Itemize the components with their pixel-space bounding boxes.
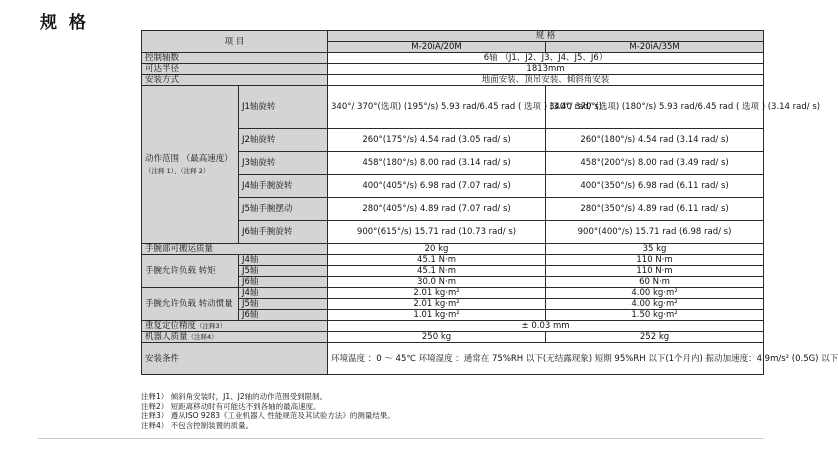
inertia-value-35m: 4.00 kg·m² [546,288,764,299]
motion-joint-label: J6轴手腕旋转 [239,221,328,244]
page-title: 规 格 [40,13,89,33]
row-label-mounting: 安装方式 [142,75,328,86]
motion-value-20m: 900°(615°/s) 15.71 rad (10.73 rad/ s) [328,221,546,244]
header-model-20m: M-20iA/20M [328,42,546,53]
motion-value-20m: 260°(175°/s) 4.54 rad (3.05 rad/ s) [328,129,546,152]
torque-value-35m: 110 N·m [546,266,764,277]
row-label-repeatability: 重复定位精度（注释3） [142,321,328,332]
environment-value: 环境温度 ：0 ～ 45℃ 环境湿度 ：通常在 75%RH 以下(无结露现象) 短期 95%RH 以下(1个月内) 振动加速度：4.9m/s² (0.5G) 以下 [328,343,764,375]
inertia-value-20m: 2.01 kg·m² [328,299,546,310]
motion-joint-label: J3轴旋转 [239,152,328,175]
motion-value-35m: 260°(180°/s) 4.54 rad (3.14 rad/ s) [546,129,764,152]
header-item: 项 目 [142,31,328,53]
inertia-joint-label: J6轴 [239,310,328,321]
row-label-robot-mass: 机器人质量（注释4） [142,332,328,343]
motion-value-35m: 280°(350°/s) 4.89 rad (6.11 rad/ s) [546,198,764,221]
motion-value-35m: 400°(350°/s) 6.98 rad (6.11 rad/ s) [546,175,764,198]
torque-value-20m: 30.0 N·m [328,277,546,288]
row-label-axes: 控制轴数 [142,53,328,64]
motion-value-20m: 400°(405°/s) 6.98 rad (7.07 rad/ s) [328,175,546,198]
inertia-value-35m: 1.50 kg·m² [546,310,764,321]
torque-group-label: 手腕允许负载 转矩 [142,255,239,288]
row-value-axes: 6轴 （J1、J2、J3、J4、J5、J6） [328,53,764,64]
motion-range-label: 动作范围 （最高速度） [145,153,233,164]
row-label-environment: 安装条件 [142,343,328,375]
inertia-joint-label: J5轴 [239,299,328,310]
footnote: 注释4） 不包含控制装置的质量。 [141,420,254,430]
payload-value-35m: 35 kg [546,244,764,255]
motion-value-35m: 900°(400°/s) 15.71 rad (6.98 rad/ s) [546,221,764,244]
mass-value-20m: 250 kg [328,332,546,343]
motion-range-note: （注释 1）、（注释 2） [145,166,210,175]
bottom-divider [38,438,764,439]
footnote: 注释1） 倾斜角安装时，J1、J2轴的动作范围受到限制。 [141,392,328,401]
row-label-reach: 可达半径 [142,64,328,75]
spec-table [141,30,838,375]
note-ref: （注释4） [187,333,218,341]
inertia-joint-label: J4轴 [239,288,328,299]
row-label-payload: 手腕部可搬运质量 [142,244,328,255]
torque-joint-label: J4轴 [239,255,328,266]
motion-value-35m: 340°/ 370°(选项) (180°/s) 5.93 rad/6.45 rad ( 选项 ) (3.14 rad/ s) [546,86,764,129]
motion-joint-label: J5轴手腕摆动 [239,198,328,221]
motion-value-35m: 458°(200°/s) 8.00 rad (3.49 rad/ s) [546,152,764,175]
torque-value-20m: 45.1 N·m [328,266,546,277]
motion-joint-label: J2轴旋转 [239,129,328,152]
torque-value-20m: 45.1 N·m [328,255,546,266]
inertia-value-20m: 1.01 kg·m² [328,310,546,321]
torque-value-35m: 110 N·m [546,255,764,266]
footnotes [141,392,395,430]
repeatability-value: ± 0.03 mm [328,321,764,332]
inertia-group-label: 手腕允许负载 转动惯量 [142,288,239,321]
row-value-mounting: 地面安装、顶吊安装、倾斜角安装 [328,75,764,86]
payload-value-20m: 20 kg [328,244,546,255]
inertia-value-20m: 2.01 kg·m² [328,288,546,299]
motion-value-20m: 340°/ 370°(选项) (195°/s) 5.93 rad/6.45 rad ( 选项 ) (3.40 rad/ s) [328,86,546,129]
row-value-reach: 1813mm [328,64,764,75]
note-ref: （注释3） [196,322,227,330]
motion-range-group [142,86,239,244]
torque-joint-label: J5轴 [239,266,328,277]
torque-joint-label: J6轴 [239,277,328,288]
footnote: 注释3） 遵从ISO 9283《工业机器人 性能规范及其试验方法》的测量结果。 [141,411,395,420]
torque-value-35m: 60 N·m [546,277,764,288]
mass-value-35m: 252 kg [546,332,764,343]
motion-joint-label: J1轴旋转 [239,86,328,129]
motion-joint-label: J4轴手腕旋转 [239,175,328,198]
footnote: 注释2） 短距离移动时有可能达不到各轴的最高速度。 [141,401,321,411]
motion-value-20m: 280°(405°/s) 4.89 rad (7.07 rad/ s) [328,198,546,221]
motion-value-20m: 458°(180°/s) 8.00 rad (3.14 rad/ s) [328,152,546,175]
header-model-35m: M-20iA/35M [546,42,764,53]
inertia-value-35m: 4.00 kg·m² [546,299,764,310]
header-spec: 规 格 [328,31,764,42]
